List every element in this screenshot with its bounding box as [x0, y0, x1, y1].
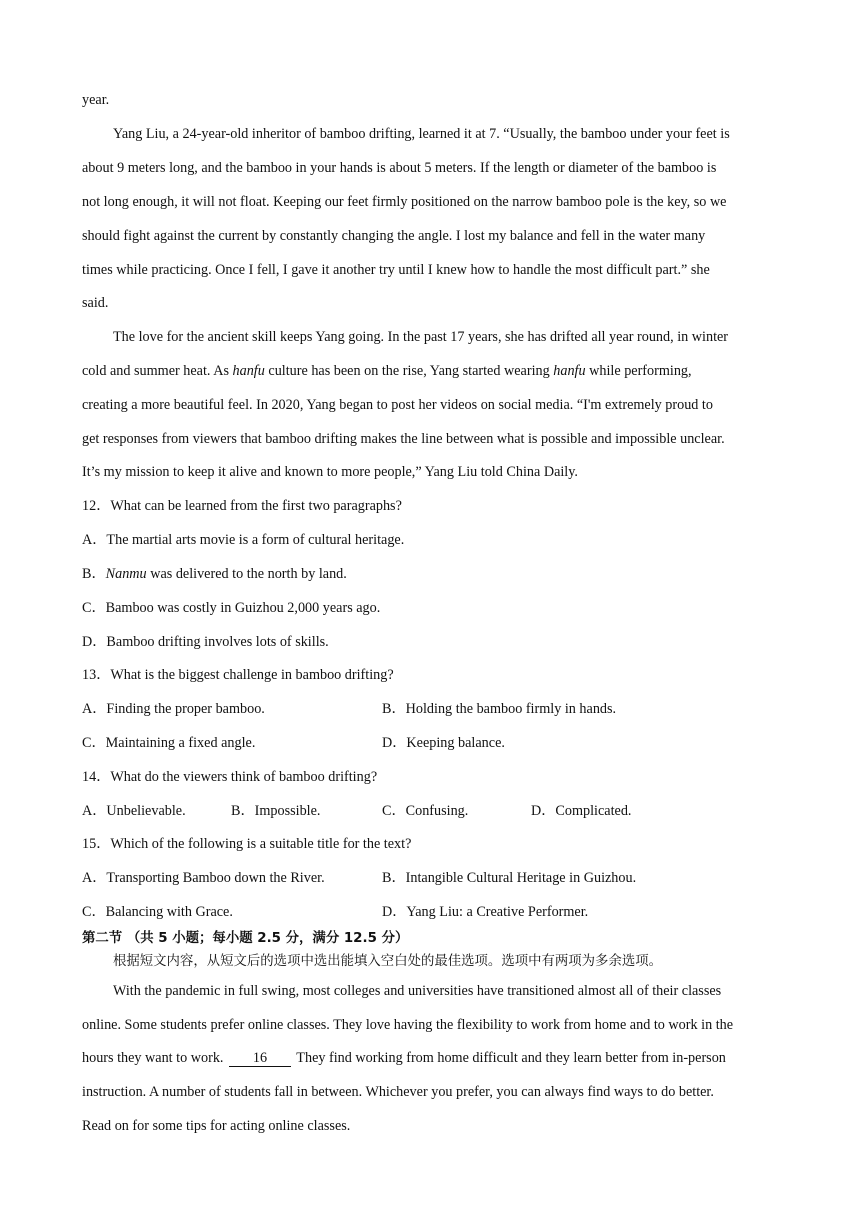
- italic-term: Nanmu: [105, 566, 147, 582]
- option-12-d: D．Bamboo drifting involves lots of skills.: [82, 634, 329, 650]
- paragraph-line: With the pandemic in full swing, most colleges and universities have transitioned almost all of their classes: [113, 983, 722, 999]
- paragraph-line: about 9 meters long, and the bamboo in your hands is about 5 meters. If the length or diameter of the bamboo is: [82, 160, 717, 176]
- paragraph-line: should fight against the current by constantly changing the angle. I lost my balance and fell in the water many: [82, 228, 706, 244]
- option-14-a: A．Unbelievable.: [82, 803, 186, 819]
- option-12-b: B．Nanmu was delivered to the north by land.: [82, 566, 347, 582]
- option-13-a: A．Finding the proper bamboo.: [82, 701, 265, 717]
- option-14-d: D．Complicated.: [531, 803, 632, 819]
- option-14-b: B．Impossible.: [231, 803, 321, 819]
- paragraph-line: instruction. A number of students fall in between. Whichever you prefer, you can always find ways to do better.: [82, 1084, 714, 1100]
- paragraph-line: creating a more beautiful feel. In 2020, Yang began to post her videos on social media. “I'm extremely proud to: [82, 397, 713, 413]
- option-15-d: D．Yang Liu: a Creative Performer.: [382, 904, 589, 920]
- paragraph-line: Read on for some tips for acting online classes.: [82, 1118, 351, 1134]
- section-instruction: 根据短文内容，从短文后的选项中选出能填入空白处的最佳选项。选项中有两项为多余选项。: [113, 954, 663, 969]
- paragraph-line: hours they want to work. 16 They find working from home difficult and they learn better from in-person: [82, 1050, 726, 1066]
- option-15-a: A．Transporting Bamboo down the River.: [82, 870, 325, 886]
- option-13-d: D．Keeping balance.: [382, 735, 505, 751]
- paragraph-line: Yang Liu, a 24-year-old inheritor of bamboo drifting, learned it at 7. “Usually, the bamboo under your feet is: [113, 126, 730, 142]
- italic-term: hanfu: [553, 363, 586, 379]
- question-stem-13: 13．What is the biggest challenge in bamboo drifting?: [82, 667, 394, 683]
- paragraph-line: year.: [82, 92, 110, 108]
- paragraph-line: get responses from viewers that bamboo drifting makes the line between what is possible and impossible unclear.: [82, 431, 725, 447]
- option-15-c: C．Balancing with Grace.: [82, 904, 233, 920]
- section-title: 第二节 （共 5 小题；每小题 2.5 分，满分 12.5 分）: [82, 931, 409, 946]
- option-13-b: B．Holding the bamboo firmly in hands.: [382, 701, 617, 717]
- paragraph-line: cold and summer heat. As hanfu culture has been on the rise, Yang started wearing hanfu while performing,: [82, 363, 692, 379]
- paragraph-line: It’s my mission to keep it alive and known to more people,” Yang Liu told China Daily.: [82, 464, 578, 480]
- paragraph-line: said.: [82, 295, 109, 311]
- question-stem-15: 15．Which of the following is a suitable title for the text?: [82, 836, 412, 852]
- paragraph-line: not long enough, it will not float. Keeping our feet firmly positioned on the narrow bamboo pole is the key, so we: [82, 194, 727, 210]
- option-13-c: C．Maintaining a fixed angle.: [82, 735, 256, 751]
- blank-16: 16: [229, 1051, 291, 1067]
- option-12-a: A．The martial arts movie is a form of cultural heritage.: [82, 532, 405, 548]
- paragraph-line: online. Some students prefer online classes. They love having the flexibility to work from home and to work in the: [82, 1017, 734, 1033]
- paragraph-line: The love for the ancient skill keeps Yang going. In the past 17 years, she has drifted all year round, in winter: [113, 329, 729, 345]
- question-stem-12: 12．What can be learned from the first two paragraphs?: [82, 498, 402, 514]
- question-stem-14: 14．What do the viewers think of bamboo drifting?: [82, 769, 378, 785]
- paragraph-line: times while practicing. Once I fell, I gave it another try until I knew how to handle the most difficult part.” she: [82, 262, 710, 278]
- italic-term: hanfu: [232, 363, 265, 379]
- option-14-c: C．Confusing.: [382, 803, 469, 819]
- option-12-c: C．Bamboo was costly in Guizhou 2,000 years ago.: [82, 600, 381, 616]
- option-15-b: B．Intangible Cultural Heritage in Guizhou.: [382, 870, 637, 886]
